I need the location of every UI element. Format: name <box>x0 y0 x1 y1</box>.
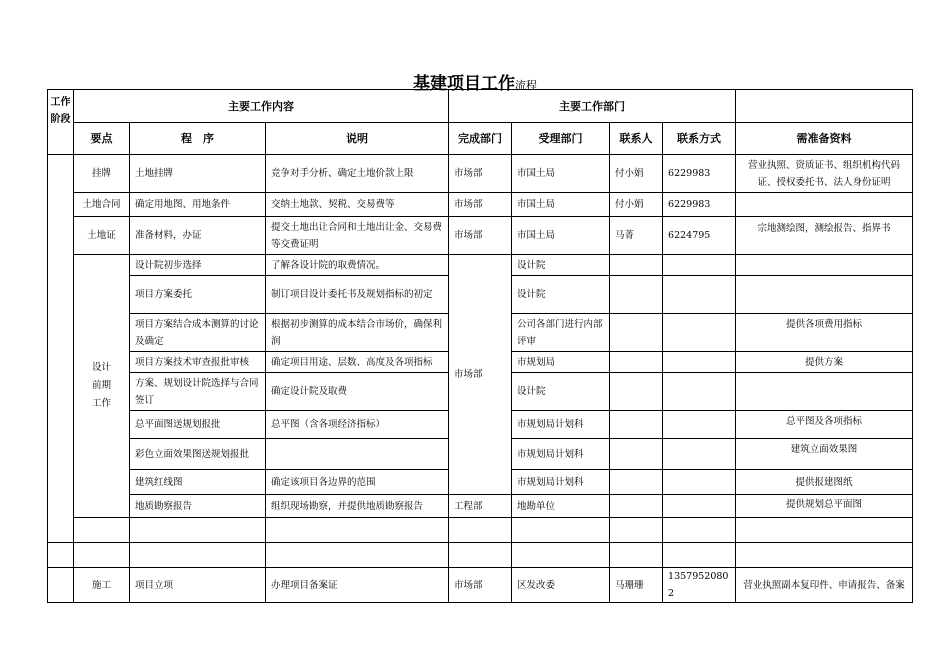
table-row <box>48 155 913 193</box>
cell-materials: 营业执照、资质证书、组织机构代码证、授权委托书、法人身份证明 <box>736 155 913 193</box>
cell-accept: 设计院 <box>512 255 610 276</box>
design-group-label: 设计前期工作 <box>74 255 130 518</box>
header-main-dept: 主要工作部门 <box>449 90 736 123</box>
cell-accept: 市国土局 <box>512 155 610 193</box>
cell-proc: 彩色立面效果图送规划报批 <box>130 439 266 470</box>
cell-accept: 市国土局 <box>512 193 610 217</box>
cell-proc: 项目立项 <box>130 568 266 603</box>
title-main: 基建项目工作 <box>413 74 515 94</box>
cell-proc: 设计院初步选择 <box>130 255 266 276</box>
blank-cell <box>449 543 512 568</box>
blank-cell <box>74 518 130 543</box>
blank-cell <box>512 543 610 568</box>
header-key-point: 要点 <box>74 123 130 155</box>
workflow-table <box>47 89 913 603</box>
cell-accept: 设计院 <box>512 373 610 411</box>
cell-desc: 根据初步测算的成本结合市场价，确保利润 <box>266 314 449 352</box>
cell-accept: 市规划局 <box>512 352 610 373</box>
empty-row <box>48 518 913 543</box>
blank-cell <box>663 543 736 568</box>
cell-desc <box>266 439 449 470</box>
cell-accept: 市规划局计划科 <box>512 470 610 495</box>
cell-phone <box>663 411 736 439</box>
blank-cell <box>512 518 610 543</box>
cell-done: 市场部 <box>449 155 512 193</box>
cell-accept: 公司各部门进行内部评审 <box>512 314 610 352</box>
cell-proc: 总平面图送规划报批 <box>130 411 266 439</box>
cell-desc: 交纳土地款、契税、交易费等 <box>266 193 449 217</box>
blank-cell <box>130 518 266 543</box>
cell-person <box>610 352 663 373</box>
cell-person <box>610 255 663 276</box>
blank-cell <box>266 543 449 568</box>
cell-desc: 竞争对手分析、确定土地价款上限 <box>266 155 449 193</box>
header-materials: 需准备资料 <box>736 123 913 155</box>
cell-done: 市场部 <box>449 217 512 255</box>
cell-materials: 提供各项费用指标 <box>736 314 913 352</box>
blank-cell <box>736 543 913 568</box>
cell-desc: 提交土地出让合同和土地出让金、交易费等交费证明 <box>266 217 449 255</box>
cell-phone: 6224795 <box>663 217 736 255</box>
header-complete-dept: 完成部门 <box>449 123 512 155</box>
cell-accept: 市国土局 <box>512 217 610 255</box>
cell-materials: 建筑立面效果图 <box>736 439 913 470</box>
title-suffix: 流程 <box>515 79 537 92</box>
cell-materials: 提供报建图纸 <box>736 470 913 495</box>
blank-cell <box>736 518 913 543</box>
header-description: 说明 <box>266 123 449 155</box>
header-main-content: 主要工作内容 <box>74 90 449 123</box>
cell-person <box>610 411 663 439</box>
cell-materials <box>736 276 913 314</box>
table-row <box>48 193 913 217</box>
cell-person <box>610 439 663 470</box>
cell-phone <box>663 470 736 495</box>
cell-proc: 项目方案技术审查报批审核 <box>130 352 266 373</box>
stage-blank <box>48 568 74 603</box>
cell-done: 工程部 <box>449 495 512 518</box>
blank-cell <box>610 518 663 543</box>
cell-materials <box>736 373 913 411</box>
blank-cell <box>74 543 130 568</box>
blank-cell <box>449 518 512 543</box>
cell-phone <box>663 373 736 411</box>
cell-person <box>610 373 663 411</box>
cell-point: 土地合同 <box>74 193 130 217</box>
table-row <box>48 568 913 603</box>
header-contact-method: 联系方式 <box>663 123 736 155</box>
cell-desc: 确定该项目各边界的范围 <box>266 470 449 495</box>
cell-desc: 确定设计院及取费 <box>266 373 449 411</box>
cell-person: 付小娟 <box>610 155 663 193</box>
table-row <box>48 255 913 276</box>
cell-person <box>610 495 663 518</box>
blank-cell <box>130 543 266 568</box>
cell-desc: 了解各设计院的取费情况。 <box>266 255 449 276</box>
header-contact: 联系人 <box>610 123 663 155</box>
empty-row <box>48 543 913 568</box>
cell-phone: 13579520802 <box>663 568 736 603</box>
cell-point: 施工 <box>74 568 130 603</box>
cell-person: 马珊珊 <box>610 568 663 603</box>
cell-accept: 市规划局计划科 <box>512 439 610 470</box>
blank-cell <box>610 543 663 568</box>
cell-materials <box>736 193 913 217</box>
cell-proc: 土地挂牌 <box>130 155 266 193</box>
cell-proc: 建筑红线图 <box>130 470 266 495</box>
cell-desc: 制订项目设计委托书及规划指标的初定 <box>266 276 449 314</box>
cell-done: 市场部 <box>449 193 512 217</box>
cell-person <box>610 276 663 314</box>
cell-proc: 准备材料，办证 <box>130 217 266 255</box>
cell-phone <box>663 495 736 518</box>
cell-desc: 组织现场勘察，并提供地质勘察报告 <box>266 495 449 518</box>
cell-phone: 6229983 <box>663 155 736 193</box>
cell-point: 土地证 <box>74 217 130 255</box>
cell-desc: 办理项目备案证 <box>266 568 449 603</box>
header-blank <box>736 90 913 123</box>
blank-cell <box>48 543 74 568</box>
cell-proc: 项目方案委托 <box>130 276 266 314</box>
table-row <box>48 217 913 255</box>
cell-proc: 方案、规划设计院选择与合同签订 <box>130 373 266 411</box>
cell-phone <box>663 439 736 470</box>
cell-materials: 总平图及各项指标 <box>736 411 913 439</box>
cell-accept: 区发改委 <box>512 568 610 603</box>
cell-desc: 确定项目用途、层数、高度及各项指标 <box>266 352 449 373</box>
cell-phone: 6229983 <box>663 193 736 217</box>
cell-materials: 宗地测绘图，测绘报告、指界书 <box>736 217 913 255</box>
cell-phone <box>663 352 736 373</box>
cell-materials <box>736 255 913 276</box>
cell-phone <box>663 314 736 352</box>
cell-phone <box>663 255 736 276</box>
cell-person: 马菁 <box>610 217 663 255</box>
blank-cell <box>663 518 736 543</box>
cell-accept: 设计院 <box>512 276 610 314</box>
cell-person <box>610 470 663 495</box>
cell-person <box>610 314 663 352</box>
header-row-1 <box>48 90 913 123</box>
cell-desc: 总平图（含各项经济指标） <box>266 411 449 439</box>
stage-blank <box>48 155 74 543</box>
cell-proc: 确定用地图、用地条件 <box>130 193 266 217</box>
cell-materials: 提供方案 <box>736 352 913 373</box>
cell-proc: 地质勘察报告 <box>130 495 266 518</box>
header-stage: 工作阶段 <box>48 90 74 155</box>
cell-person: 付小娟 <box>610 193 663 217</box>
cell-phone <box>663 276 736 314</box>
cell-accept: 市规划局计划科 <box>512 411 610 439</box>
cell-point: 挂牌 <box>74 155 130 193</box>
cell-proc: 项目方案结合成本测算的讨论及确定 <box>130 314 266 352</box>
cell-materials: 提供规划总平面图 <box>736 495 913 518</box>
cell-done: 市场部 <box>449 568 512 603</box>
table-row <box>48 495 913 518</box>
blank-cell <box>266 518 449 543</box>
header-accept-dept: 受理部门 <box>512 123 610 155</box>
cell-accept: 地勘单位 <box>512 495 610 518</box>
cell-materials: 营业执照副本复印件、申请报告、备案 <box>736 568 913 603</box>
design-group-done: 市场部 <box>449 255 512 495</box>
header-row-2 <box>48 123 913 155</box>
header-procedure: 程 序 <box>130 123 266 155</box>
